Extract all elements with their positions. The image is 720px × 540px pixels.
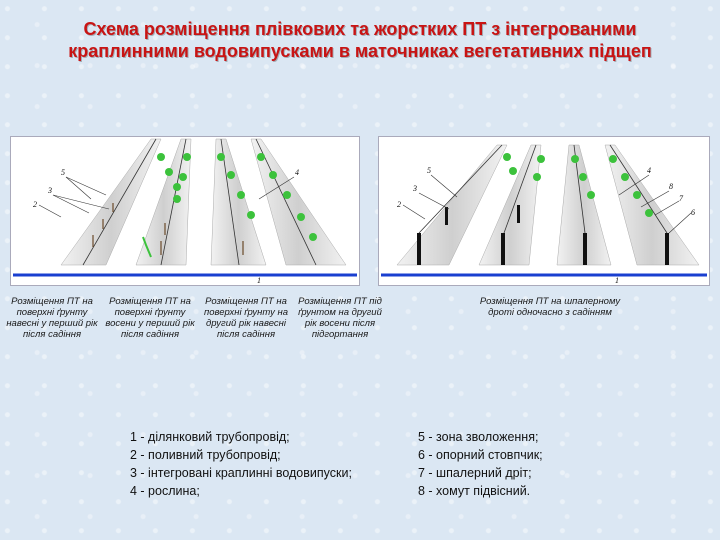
legend-item-7: 7 - шпалерний дріт; <box>418 466 532 480</box>
legend-item-5: 5 - зона зволоження; <box>418 430 539 444</box>
legend-item-4: 4 - рослина; <box>130 484 200 498</box>
caption-2: Розміщення ПТ на поверхні ґрунту восени у перший рік після садіння <box>105 296 195 340</box>
left-diagram <box>10 136 360 286</box>
left-diagram-svg <box>11 137 359 285</box>
legend-item-1: 1 - ділянковий трубопровід; <box>130 430 290 444</box>
legend-item-2: 2 - поливний трубопровід; <box>130 448 281 462</box>
caption-1: Розміщення ПТ на поверхні ґрунту навесні у перший рік після садіння <box>6 296 98 340</box>
right-diagram-svg <box>379 137 709 285</box>
legend-item-8: 8 - хомут підвісний. <box>418 484 531 498</box>
caption-3: Розміщення ПТ на поверхні ґрунту на другий рік навесні після садіння <box>203 296 288 340</box>
page-title <box>0 18 720 62</box>
left-label-2: 2 <box>33 200 37 209</box>
legend-left <box>130 428 352 500</box>
left-label-5: 5 <box>61 168 65 177</box>
title-line-2: краплинними водовипусками в маточниках вегетативних підщеп <box>68 41 652 61</box>
title-line-1: Схема розміщення плівкових та жорстких ПТ з інтегрованими <box>83 19 637 39</box>
right-label-8: 8 <box>669 182 673 191</box>
right-label-6: 6 <box>691 208 695 217</box>
right-label-5: 5 <box>427 166 431 175</box>
legend-item-6: 6 - опорний стовпчик; <box>418 448 543 462</box>
left-ridges <box>61 139 346 265</box>
caption-5: Розміщення ПТ на шпалерному дроті одночасно з садінням <box>479 296 621 318</box>
right-label-4: 4 <box>647 166 651 175</box>
right-label-2: 2 <box>397 200 401 209</box>
left-label-1: 1 <box>257 276 261 285</box>
caption-4: Розміщення ПТ під ґрунтом на другий рік восени після підгортання <box>298 296 382 340</box>
left-label-3: 3 <box>48 186 52 195</box>
right-label-7: 7 <box>679 194 683 203</box>
left-label-4: 4 <box>295 168 299 177</box>
legend-item-3: 3 - інтегровані краплинні водовипуски; <box>130 466 352 480</box>
right-diagram <box>378 136 710 286</box>
right-label-3: 3 <box>413 184 417 193</box>
right-ridges <box>397 145 699 265</box>
legend-right <box>418 428 543 500</box>
right-label-1: 1 <box>615 276 619 285</box>
